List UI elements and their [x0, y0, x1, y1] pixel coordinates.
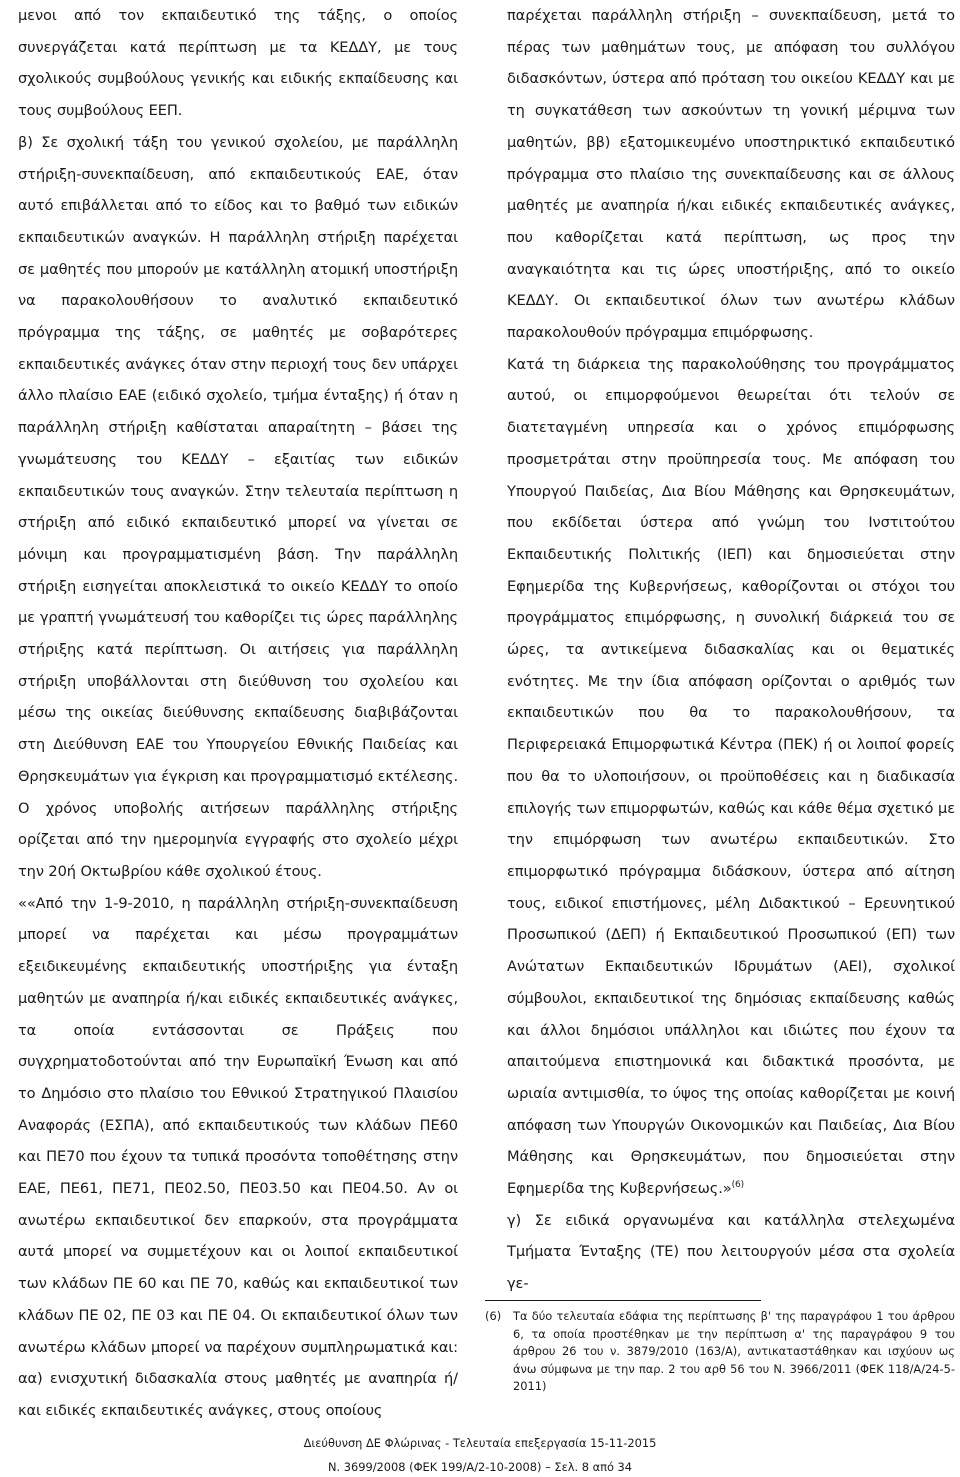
- right-paragraph-1: παρέχεται παράλληλη στήριξη – συνεκπαίδευση, μετά το πέρας των μαθημάτων τους, με απόφαση του συλλόγου διδασκόντων, ύστερα από πρόταση του οικείου ΚΕΔΔΥ και με τη συγκατάθεση των ασκούντων τη γονική μέριμνα των μαθητών, ββ) εξατομικευμένο υποστηρικτικό εκπαιδευτικό πρόγραμμα στο πλαίσιο της συνεκπαίδευσης και σε άλλους μαθητές με αναπηρία ή/και ειδικές εκπαιδευτικές ανάγκες, που καθορίζεται κατά περίπτωση, ως προς την αναγκαιότητα και τις ώρες υποστήριξης, από το οικείο ΚΕΔΔΥ. Οι εκπαιδευτικοί όλων των ανωτέρω κλάδων παρακολουθούν πρόγραμμα επιμόρφωσης.: [507, 7, 955, 342]
- left-paragraph-1: μενοι από τον εκπαιδευτικό της τάξης, ο οποίος συνεργάζεται κατά περίπτωση με τα ΚΕΔΔΥ, με τους σχολικούς συμβούλους γενικής και ειδικής εκπαίδευσης και τους συμβούλους ΕΕΠ.: [18, 7, 458, 120]
- left-paragraph-3: ««Από την 1-9-2010, η παράλληλη στήριξη-συνεκπαίδευση μπορεί να παρέχεται και μέσω προγραμμάτων εξειδικευμένης εκπαιδευτικής υποστήριξης για ένταξη μαθητών με αναπηρία ή/και ειδικές εκπαιδευτικές ανάγκες, τα οποία εντάσσονται σε Πράξεις που συγχρηματοδοτούνται από την Ευρωπαϊκή Ένωση και από το Δημόσιο στο πλαίσιο του Εθνικού Στρατηγικού Πλαισίου Αναφοράς (ΕΣΠΑ), από εκπαιδευτικούς των κλάδων ΠΕ60 και ΠΕ70 που έχουν τα τυπικά προσόντα τοποθέτησης στην ΕΑΕ, ΠΕ61, ΠΕ71, ΠΕ02.50, ΠΕ03.50 και ΠΕ04.50. Αν οι ανωτέρω εκπαιδευτικοί δεν επαρκούν, στα προγράμματα αυτά μπορεί να συμμετέχουν και οι λοιποί εκπαιδευτικοί των κλάδων ΠΕ 60 και ΠΕ 70, καθώς και εκπαιδευτικοί των κλάδων ΠΕ 02, ΠΕ 03 και ΠΕ 04. Οι εκπαιδευτικοί όλων των ανωτέρω κλάδων μπορεί να παρέχουν συμπληρωματικά και: αα) ενισχυτική διδασκαλία στους μαθητές με αναπηρία ή/και ειδικές εκπαιδευτικές ανάγκες, στους οποίους: [18, 894, 458, 1419]
- right-paragraph-2-text: Κατά τη διάρκεια της παρακολούθησης του προγράμματος αυτού, οι επιμορφούμενοι θεωρείται ότι τελούν σε διατεταγμένη υπηρεσία και ο χρόνος επιμόρφωσης προσμετράται στην προϋπηρεσία τους. Με απόφαση του Υπουργού Παιδείας, Δια Βίου Μάθησης και Θρησκευμάτων, που εκδίδεται ύστερα από γνώμη του Ινστιτούτου Εκπαιδευτικής Πολιτικής (ΙΕΠ) και δημοσιεύεται στην Εφημερίδα της Κυβερνήσεως, καθορίζονται οι στόχοι του προγράμματος επιμόρφωσης, η συνολική διάρκειά του σε ώρες, τα αντικείμενα διδασκαλίας και οι θεματικές ενότητες. Με την ίδια απόφαση ορίζονται ο αριθμός των εκπαιδευτικών που θα το παρακολουθήσουν, τα Περιφερειακά Επιμορφωτικά Κέντρα (ΠΕΚ) ή οι λοιποί φορείς που θα το υλοποιήσουν, οι προϋποθέσεις και η διαδικασία επιλογής των επιμορφωτών, καθώς και κάθε θέμα σχετικό με την επιμόρφωση των ανωτέρω εκπαιδευτικών. Στο επιμορφωτικό πρόγραμμα διδάσκουν, ύστερα από αίτηση τους, ειδικοί επιστήμονες, μέλη Διδακτικού – Ερευνητικού Προσωπικού (ΔΕΠ) ή Εκπαιδευτικού Προσωπικού (ΕΠ) των Ανώτατων Εκπαιδευτικών Ιδρυμάτων (ΑΕΙ), σχολικοί σύμβουλοι, εκπαιδευτικοί της δημόσιας εκπαίδευσης καθώς και άλλοι δημόσιοι υπάλληλοι και ιδιώτες που έχουν τα απαιτούμενα επιστημονικά και διδακτικά προσόντα, με ωριαία αντιμισθία, το ύψος της οποίας καθορίζεται με κοινή απόφαση των Υπουργών Οικονομικών και Παιδείας, Δια Βίου Μάθησης και Θρησκευμάτων, που δημοσιεύεται στην Εφημερίδα της Κυβερνήσεως.»: [507, 355, 955, 1198]
- right-column: [507, 0, 955, 1300]
- footnote-text: Τα δύο τελευταία εδάφια της περίπτωσης β' της παραγράφου 1 του άρθρου 6, τα οποία προστέθηκαν με την περίπτωση α' της παραγράφου 9 του άρθρου 26 του ν. 3879/2010 (163/Α), αντικαταστάθηκαν και ισχύουν ως άνω σύμφωνα με την παρ. 2 του αρθ 56 του Ν. 3966/2011 (ΦΕΚ 118/Α/24-5-2011): [513, 1309, 955, 1394]
- footnote-separator: [485, 1300, 761, 1301]
- left-column: [18, 0, 458, 1427]
- footnote-mark: (6): [485, 1309, 502, 1323]
- footer-line-1: Διεύθυνση ΔΕ Φλώρινας - Τελευταία επεξεργασία 15-11-2015: [303, 1436, 657, 1450]
- right-paragraph-3: γ) Σε ειδικά οργανωμένα και κατάλληλα στελεχωμένα Τμήματα Ένταξης (ΤΕ) που λειτουργούν μέσα στα σχολεία γε-: [507, 1211, 955, 1293]
- left-paragraph-2: β) Σε σχολική τάξη του γενικού σχολείου, με παράλληλη στήριξη-συνεκπαίδευση, από εκπαιδευτικούς ΕΑΕ, όταν αυτό επιβάλλεται από το είδος και το βαθμό των ειδικών εκπαιδευτικών αναγκών. Η παράλληλη στήριξη παρέχεται σε μαθητές που μπορούν με κατάλληλη ατομική υποστήριξη να παρακολουθήσουν το αναλυτικό εκπαιδευτικό πρόγραμμα της τάξης, σε μαθητές με σοβαρότερες εκπαιδευτικές ανάγκες όταν στην περιοχή τους δεν υπάρχει άλλο πλαίσιο ΕΑΕ (ειδικό σχολείο, τμήμα ένταξης) ή όταν η παράλληλη στήριξη καθίσταται απαραίτητη – βάσει της γνωμάτευσης του ΚΕΔΔΥ – εξαιτίας των ειδικών εκπαιδευτικών τους αναγκών. Στην τελευταία περίπτωση η στήριξη από ειδικό εκπαιδευτικό μπορεί να γίνεται σε μόνιμη και προγραμματισμένη βάση. Την παράλληλη στήριξη εισηγείται αποκλειστικά το οικείο ΚΕΔΔΥ το οποίο με γραπτή γνωμάτευσή του καθορίζει τις ώρες παράλληλης στήριξης κατά περίπτωση. Οι αιτήσεις για παράλληλη στήριξη υποβάλλονται στη διεύθυνση του σχολείου και μέσω της οικείας διεύθυνσης εκπαίδευσης διαβιβάζονται στη Διεύθυνση ΕΑΕ του Υπουργείου Εθνικής Παιδείας και Θρησκευμάτων για έγκριση και προγραμματισμό εκτέλεσης. Ο χρόνος υποβολής αιτήσεων παράλληλης στήριξης ορίζεται από την ημερομηνία εγγραφής στο σχολείο μέχρι την 20ή Οκτωβρίου κάθε σχολικού έτους.: [18, 133, 458, 880]
- right-paragraph-2: [507, 349, 955, 1205]
- footnote-reference[interactable]: (6): [731, 1180, 745, 1191]
- footnote: [485, 1308, 955, 1396]
- footer-line-2: Ν. 3699/2008 (ΦΕΚ 199/Α/2-10-2008) – Σελ. 8 από 34: [327, 1460, 633, 1474]
